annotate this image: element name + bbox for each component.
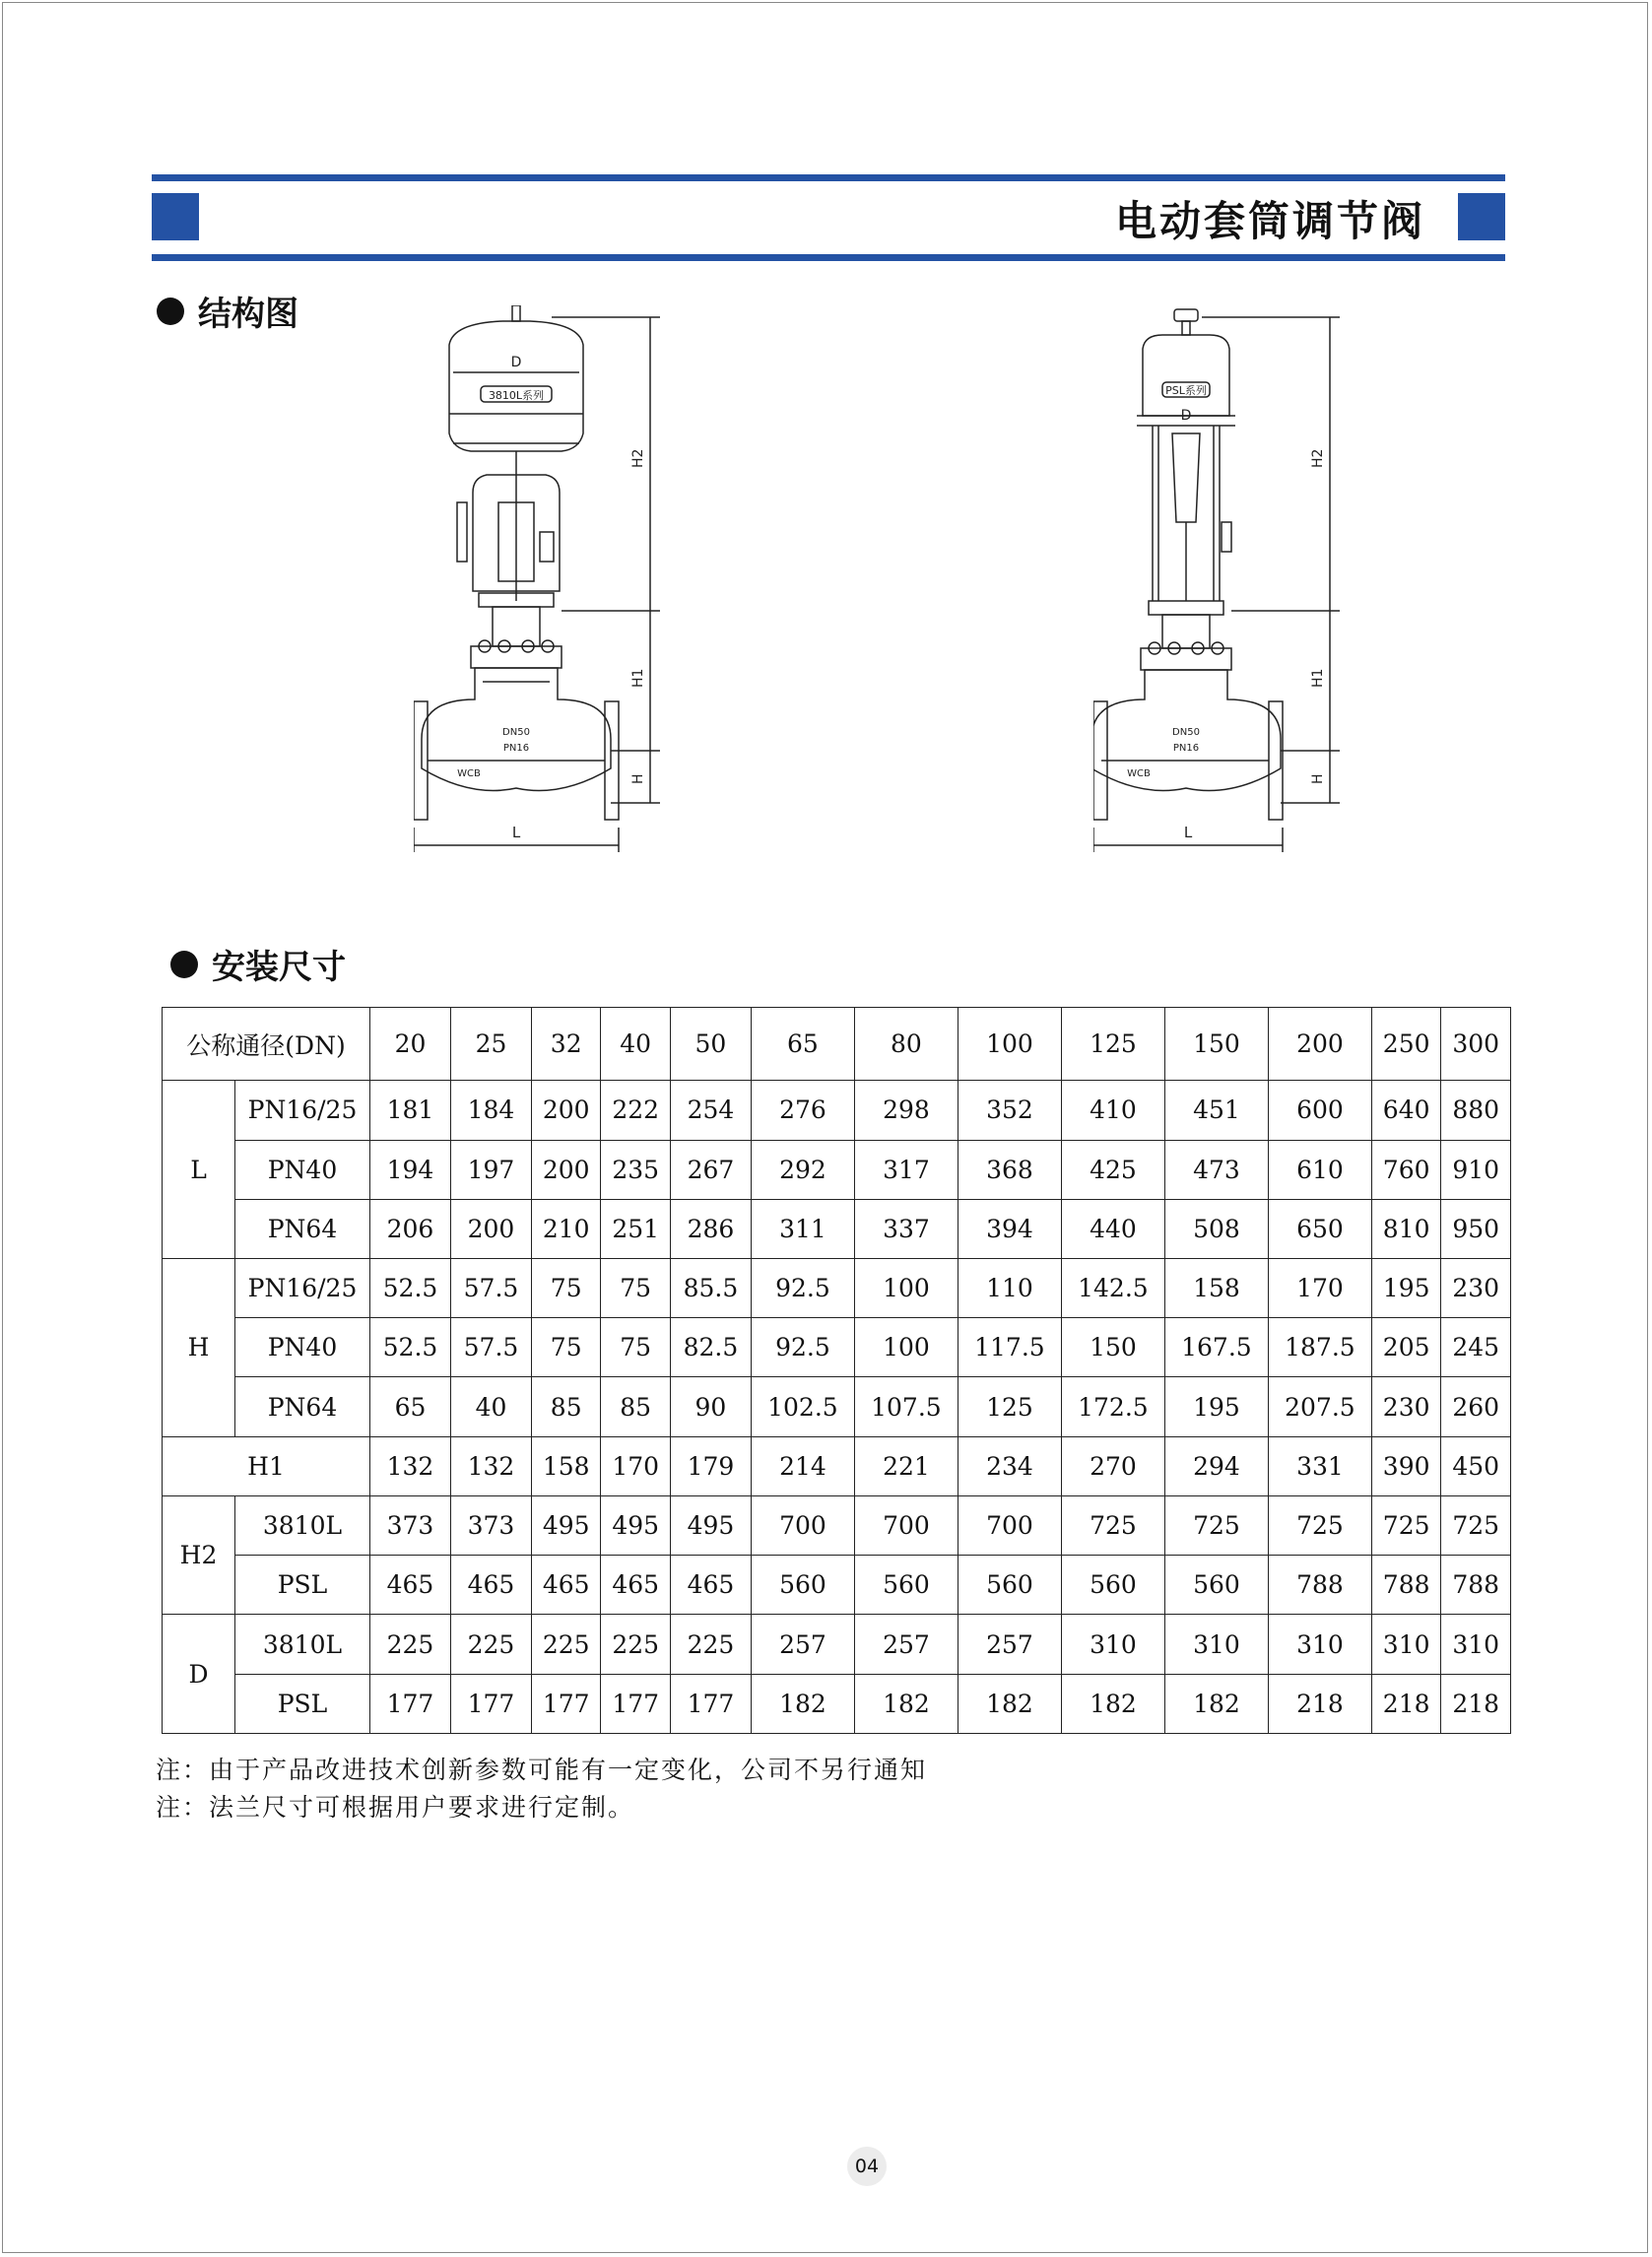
psl-actuator-label: PSL系列 [1165,384,1207,397]
group-label: H2 [163,1495,235,1614]
value-cell: 225 [450,1615,531,1674]
value-cell: 788 [1371,1556,1440,1615]
value-cell: 170 [1268,1259,1371,1318]
value-cell: 230 [1441,1259,1511,1318]
note-line: 注：法兰尺寸可根据用户要求进行定制。 [156,1793,635,1822]
dn-header-cell: 100 [958,1008,1061,1081]
value-cell: 640 [1371,1081,1440,1140]
value-cell: 234 [958,1436,1061,1495]
table-row [163,1259,1511,1318]
dimension-table [162,1007,1511,1734]
table-row [163,1199,1511,1258]
dn-header-cell: 65 [751,1008,854,1081]
value-cell: 200 [531,1081,600,1140]
value-cell: 57.5 [450,1259,531,1318]
value-cell: 700 [854,1495,958,1555]
header-rule-top [152,174,1505,181]
psl-dim-l-label: L [1183,824,1193,841]
value-cell: 270 [1061,1436,1164,1495]
value-cell: 725 [1164,1495,1268,1555]
dn-header-cell: 200 [1268,1008,1371,1081]
value-cell: 560 [1164,1556,1268,1615]
value-cell: 311 [751,1199,854,1258]
bullet-icon [157,298,184,325]
valve-diagram-psl [1093,305,1350,861]
sub-label: PN16/25 [235,1081,370,1140]
value-cell: 650 [1268,1199,1371,1258]
notes [156,1752,927,1826]
dn-header-cell: 32 [531,1008,600,1081]
value-cell: 294 [1164,1436,1268,1495]
value-cell: 373 [370,1495,451,1555]
sub-label: PN40 [235,1140,370,1199]
table-row [163,1081,1511,1140]
value-cell: 75 [601,1259,670,1318]
value-cell: 181 [370,1081,451,1140]
value-cell: 107.5 [854,1377,958,1436]
sub-label: PSL [235,1674,370,1733]
dn-header-cell: 40 [601,1008,670,1081]
value-cell: 210 [531,1199,600,1258]
table-row [163,1615,1511,1674]
value-cell: 310 [1061,1615,1164,1674]
value-cell: 110 [958,1259,1061,1318]
value-cell: 267 [670,1140,751,1199]
dim-d-label: D [510,355,522,370]
dn-header-cell: 150 [1164,1008,1268,1081]
value-cell: 82.5 [670,1318,751,1377]
value-cell: 286 [670,1199,751,1258]
value-cell: 276 [751,1081,854,1140]
psl-dim-h2-label: H2 [1310,448,1326,468]
value-cell: 57.5 [450,1318,531,1377]
value-cell: 177 [670,1674,751,1733]
value-cell: 495 [670,1495,751,1555]
value-cell: 465 [670,1556,751,1615]
value-cell: 880 [1441,1081,1511,1140]
value-cell: 788 [1441,1556,1511,1615]
value-cell: 465 [450,1556,531,1615]
dn-header-cell: 125 [1061,1008,1164,1081]
table-row [163,1556,1511,1615]
note-line: 注：由于产品改进技术创新参数可能有一定变化，公司不另行通知 [156,1756,928,1784]
value-cell: 352 [958,1081,1061,1140]
value-cell: 508 [1164,1199,1268,1258]
value-cell: 292 [751,1140,854,1199]
value-cell: 495 [531,1495,600,1555]
value-cell: 102.5 [751,1377,854,1436]
value-cell: 194 [370,1140,451,1199]
header-square-right [1458,193,1505,240]
value-cell: 560 [751,1556,854,1615]
value-cell: 195 [1371,1259,1440,1318]
psl-body-dn-label: DN50 [1172,727,1200,738]
value-cell: 560 [1061,1556,1164,1615]
section-install-label: 安装尺寸 [212,948,346,987]
value-cell: 65 [370,1377,451,1436]
value-cell: 390 [1371,1436,1440,1495]
value-cell: 950 [1441,1199,1511,1258]
value-cell: 310 [1371,1615,1440,1674]
value-cell: 225 [370,1615,451,1674]
value-cell: 85 [601,1377,670,1436]
sub-label: 3810L [235,1615,370,1674]
value-cell: 182 [854,1674,958,1733]
value-cell: 197 [450,1140,531,1199]
value-cell: 195 [1164,1377,1268,1436]
value-cell: 725 [1268,1495,1371,1555]
dn-header-cell: 20 [370,1008,451,1081]
value-cell: 177 [450,1674,531,1733]
value-cell: 495 [601,1495,670,1555]
value-cell: 700 [751,1495,854,1555]
value-cell: 85 [531,1377,600,1436]
value-cell: 75 [601,1318,670,1377]
value-cell: 465 [370,1556,451,1615]
value-cell: 225 [601,1615,670,1674]
value-cell: 206 [370,1199,451,1258]
dim-h1-label: H1 [630,668,646,688]
value-cell: 298 [854,1081,958,1140]
value-cell: 52.5 [370,1318,451,1377]
header-rule-bottom [152,254,1505,261]
value-cell: 394 [958,1199,1061,1258]
value-cell: 200 [450,1199,531,1258]
value-cell: 788 [1268,1556,1371,1615]
value-cell: 125 [958,1377,1061,1436]
dn-header-cell: 25 [450,1008,531,1081]
value-cell: 310 [1268,1615,1371,1674]
sub-label: PN16/25 [235,1259,370,1318]
value-cell: 167.5 [1164,1318,1268,1377]
value-cell: 725 [1441,1495,1511,1555]
table-row [163,1377,1511,1436]
page-title: 电动套筒调节阀 [1114,197,1425,245]
value-cell: 150 [1061,1318,1164,1377]
value-cell: 725 [1371,1495,1440,1555]
psl-dim-d-label: D [1180,408,1192,424]
value-cell: 560 [854,1556,958,1615]
psl-dim-h-label: H [1310,773,1326,784]
group-label: H1 [163,1436,370,1495]
value-cell: 218 [1441,1674,1511,1733]
value-cell: 368 [958,1140,1061,1199]
value-cell: 230 [1371,1377,1440,1436]
value-cell: 184 [450,1081,531,1140]
value-cell: 235 [601,1140,670,1199]
value-cell: 172.5 [1061,1377,1164,1436]
value-cell: 425 [1061,1140,1164,1199]
value-cell: 187.5 [1268,1318,1371,1377]
header-square-left [152,193,199,240]
value-cell: 132 [370,1436,451,1495]
sub-label: PSL [235,1556,370,1615]
value-cell: 52.5 [370,1259,451,1318]
value-cell: 254 [670,1081,751,1140]
value-cell: 75 [531,1259,600,1318]
value-cell: 222 [601,1081,670,1140]
value-cell: 158 [1164,1259,1268,1318]
value-cell: 725 [1061,1495,1164,1555]
psl-body-pn-label: PN16 [1172,743,1200,754]
value-cell: 465 [531,1556,600,1615]
value-cell: 40 [450,1377,531,1436]
psl-dim-h1-label: H1 [1310,668,1326,688]
body-material-label: WCB [457,768,481,779]
value-cell: 251 [601,1199,670,1258]
value-cell: 75 [531,1318,600,1377]
value-cell: 700 [958,1495,1061,1555]
table-row [163,1674,1511,1733]
value-cell: 331 [1268,1436,1371,1495]
page-number: 04 [847,2147,887,2186]
value-cell: 610 [1268,1140,1371,1199]
value-cell: 257 [958,1615,1061,1674]
value-cell: 410 [1061,1081,1164,1140]
value-cell: 177 [531,1674,600,1733]
table-row [163,1140,1511,1199]
value-cell: 310 [1164,1615,1268,1674]
value-cell: 100 [854,1259,958,1318]
value-cell: 182 [958,1674,1061,1733]
table-row [163,1495,1511,1555]
value-cell: 465 [601,1556,670,1615]
value-cell: 221 [854,1436,958,1495]
dn-header-cell: 300 [1441,1008,1511,1081]
value-cell: 310 [1441,1615,1511,1674]
psl-body-material-label: WCB [1127,768,1151,779]
value-cell: 218 [1371,1674,1440,1733]
value-cell: 92.5 [751,1318,854,1377]
body-dn-label: DN50 [502,727,530,738]
dn-header-cell: 80 [854,1008,958,1081]
value-cell: 245 [1441,1318,1511,1377]
value-cell: 600 [1268,1081,1371,1140]
sub-label: 3810L [235,1495,370,1555]
value-cell: 257 [751,1615,854,1674]
group-label: H [163,1259,235,1437]
value-cell: 170 [601,1436,670,1495]
value-cell: 317 [854,1140,958,1199]
valve-diagram-3810l [414,305,690,861]
value-cell: 205 [1371,1318,1440,1377]
value-cell: 260 [1441,1377,1511,1436]
group-label: L [163,1081,235,1259]
value-cell: 910 [1441,1140,1511,1199]
value-cell: 225 [670,1615,751,1674]
value-cell: 158 [531,1436,600,1495]
dim-h2-label: H2 [630,448,646,468]
actuator-label: 3810L系列 [488,389,545,402]
value-cell: 810 [1371,1199,1440,1258]
section-structure [157,287,298,335]
dim-l-label: L [511,824,521,841]
value-cell: 218 [1268,1674,1371,1733]
table-header-label: 公称通径(DN) [163,1008,370,1081]
dim-h-label: H [630,773,646,784]
value-cell: 225 [531,1615,600,1674]
value-cell: 182 [751,1674,854,1733]
value-cell: 132 [450,1436,531,1495]
sub-label: PN64 [235,1199,370,1258]
sub-label: PN64 [235,1377,370,1436]
value-cell: 179 [670,1436,751,1495]
value-cell: 473 [1164,1140,1268,1199]
table-row [163,1436,1511,1495]
value-cell: 440 [1061,1199,1164,1258]
body-pn-label: PN16 [502,743,530,754]
value-cell: 214 [751,1436,854,1495]
value-cell: 92.5 [751,1259,854,1318]
group-label: D [163,1615,235,1734]
bullet-icon [170,951,198,978]
dn-header-cell: 250 [1371,1008,1440,1081]
value-cell: 182 [1061,1674,1164,1733]
value-cell: 117.5 [958,1318,1061,1377]
table-row [163,1318,1511,1377]
value-cell: 373 [450,1495,531,1555]
section-install [170,940,346,988]
value-cell: 450 [1441,1436,1511,1495]
section-structure-label: 结构图 [198,295,298,334]
value-cell: 100 [854,1318,958,1377]
value-cell: 85.5 [670,1259,751,1318]
value-cell: 760 [1371,1140,1440,1199]
value-cell: 207.5 [1268,1377,1371,1436]
value-cell: 182 [1164,1674,1268,1733]
value-cell: 200 [531,1140,600,1199]
value-cell: 337 [854,1199,958,1258]
dn-header-cell: 50 [670,1008,751,1081]
table-header-row [163,1008,1511,1081]
value-cell: 177 [601,1674,670,1733]
value-cell: 90 [670,1377,751,1436]
value-cell: 142.5 [1061,1259,1164,1318]
value-cell: 560 [958,1556,1061,1615]
value-cell: 257 [854,1615,958,1674]
value-cell: 177 [370,1674,451,1733]
sub-label: PN40 [235,1318,370,1377]
value-cell: 451 [1164,1081,1268,1140]
